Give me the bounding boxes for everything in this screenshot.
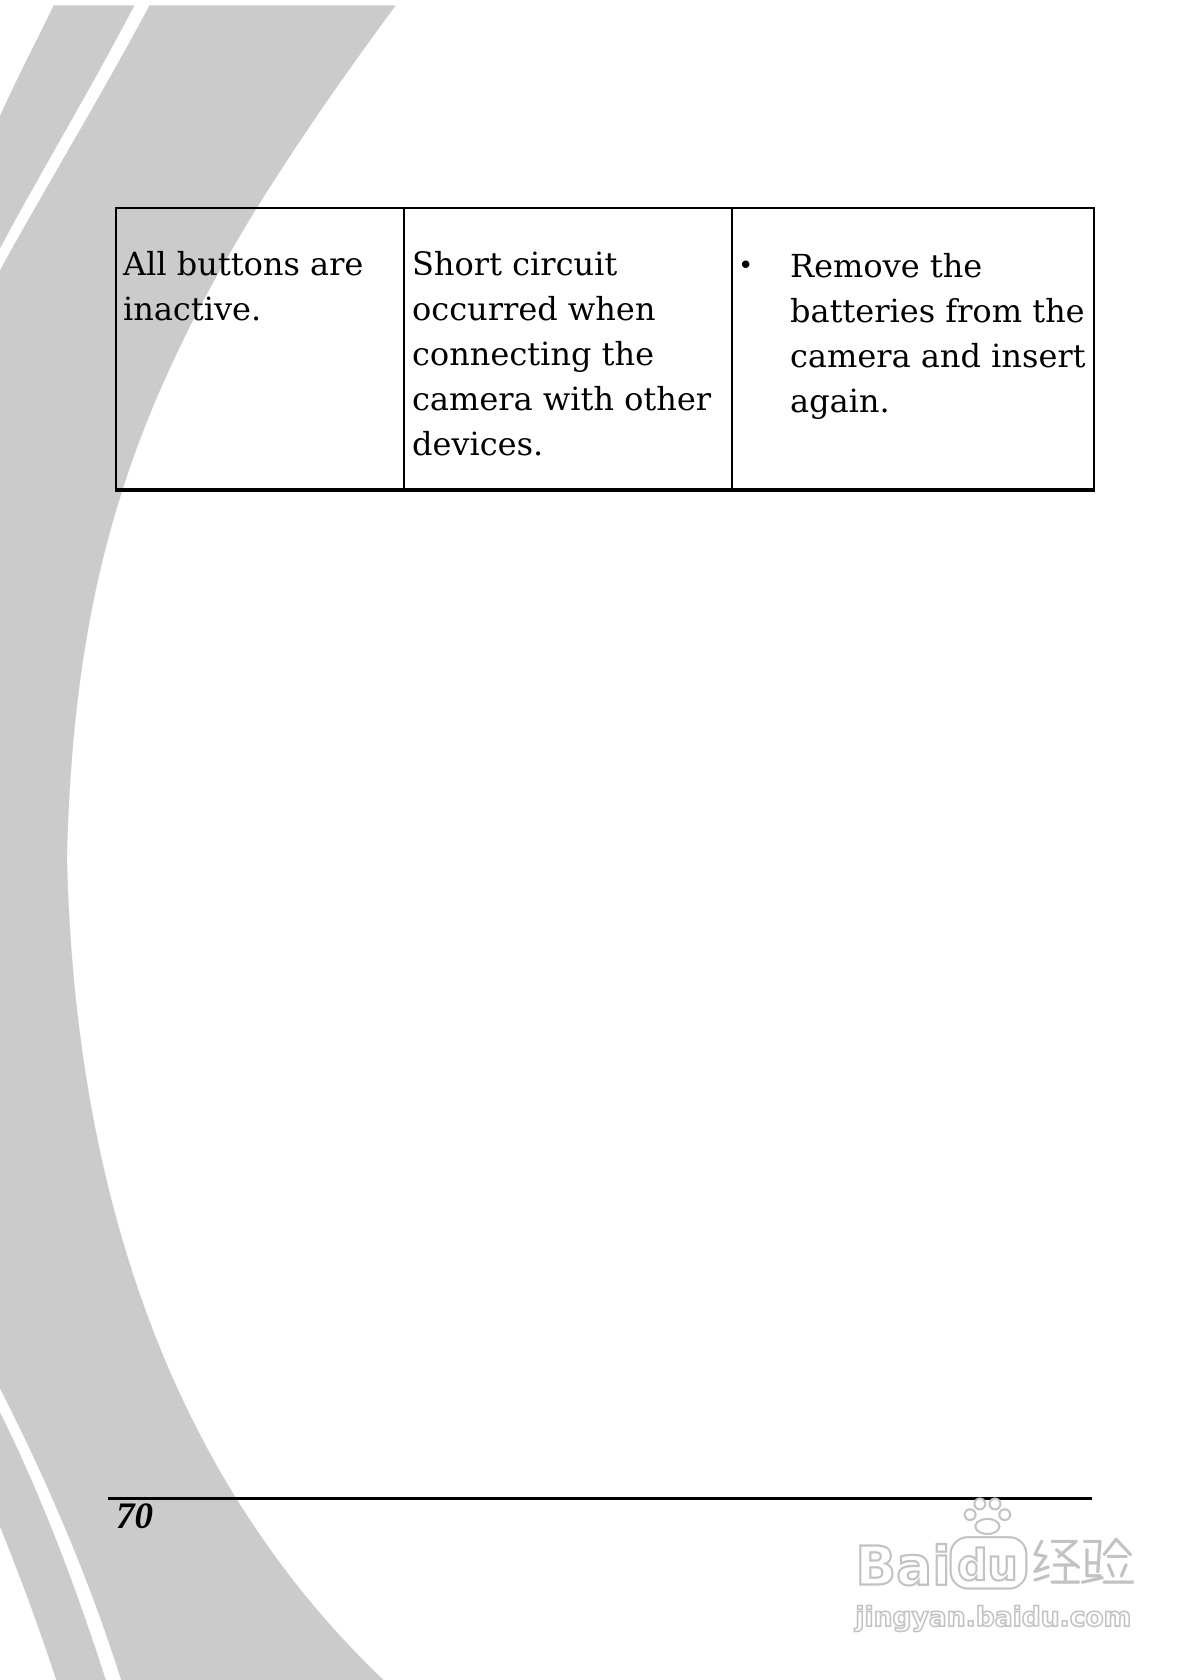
top-margin-strip [0, 0, 1192, 5]
problem-text-line: inactive. [123, 290, 262, 328]
problem-text-line: All buttons are [123, 245, 364, 283]
cause-text-line: Short circuit [412, 245, 618, 283]
bullet-icon: • [738, 251, 754, 281]
watermark-brand-bai: Bai [855, 1534, 951, 1598]
problem-cell [117, 209, 405, 488]
solution-text-line: again. [790, 382, 890, 420]
watermark-brand-du: du [957, 1541, 1018, 1591]
cause-text-line: connecting the [412, 335, 655, 373]
cause-text-line: camera with other [412, 380, 712, 418]
baidu-jingyan-watermark [850, 1490, 1140, 1640]
watermark-cjk-lettering [1035, 1539, 1132, 1582]
paw-icon [965, 1499, 1010, 1534]
solution-text-line: batteries from the [790, 292, 1085, 330]
solution-cell [733, 209, 1093, 488]
cause-cell [405, 209, 733, 488]
troubleshooting-table [115, 207, 1095, 492]
cause-text-line: devices. [412, 425, 544, 463]
solution-text-line: camera and insert [790, 337, 1086, 375]
page-number: 70 [116, 1496, 153, 1537]
solution-text-line: Remove the [790, 247, 983, 285]
cause-text-line: occurred when [412, 290, 656, 328]
watermark-url: jingyan.baidu.com [854, 1602, 1132, 1634]
